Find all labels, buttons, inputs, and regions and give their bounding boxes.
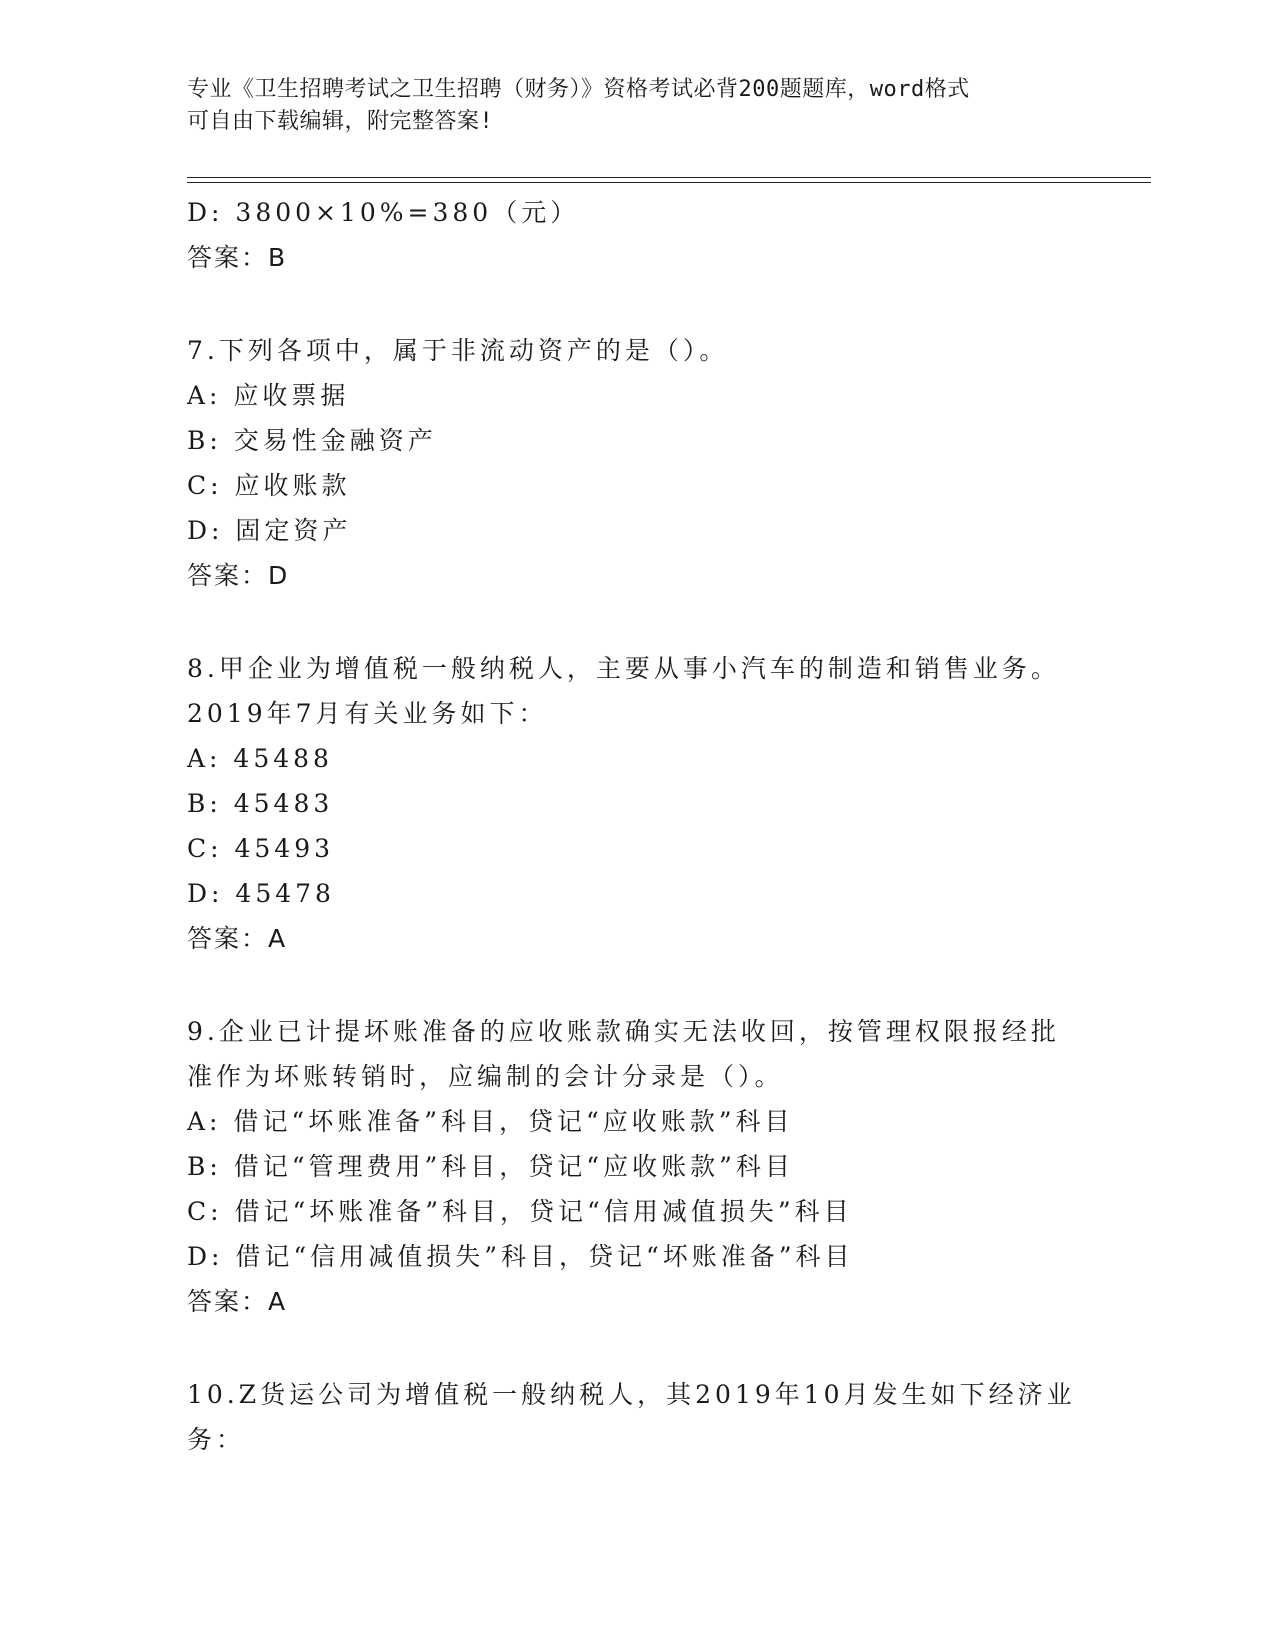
option-b: B: 借记“管理费用”科目，贷记“应收账款”科目: [187, 1152, 794, 1181]
question-stem-line-2: 务：: [187, 1425, 246, 1454]
question-stem-line-1: 8.甲企业为增值税一般纳税人，主要从事小汽车的制造和销售业务。: [187, 654, 1060, 683]
header-divider-top: [187, 177, 1151, 178]
document-header: [187, 74, 1067, 138]
option-c: C: 应收账款: [187, 471, 351, 500]
spacer: [187, 280, 1087, 328]
option-a: A: 应收票据: [187, 381, 350, 410]
option-d: D: 45478: [187, 879, 335, 908]
prev-answer: 答案：B: [187, 243, 288, 272]
answer: 答案：D: [187, 561, 290, 590]
prev-option-d: D: 3800×10%=380（元）: [187, 198, 580, 227]
question-8: [187, 646, 1087, 961]
question-stem-line-2: 2019年7月有关业务如下：: [187, 699, 548, 728]
spacer: [187, 961, 1087, 1009]
option-a: A: 45488: [187, 744, 333, 773]
option-c: C: 45493: [187, 834, 335, 863]
option-d: D: 借记“信用减值损失”科目，贷记“坏账准备”科目: [187, 1242, 854, 1271]
question-stem-line-2: 准作为坏账转销时，应编制的会计分录是（）。: [187, 1062, 784, 1091]
spacer: [187, 1324, 1087, 1372]
answer: 答案：A: [187, 924, 288, 953]
option-c: C: 借记“坏账准备”科目，贷记“信用减值损失”科目: [187, 1197, 853, 1226]
option-b: B: 45483: [187, 789, 334, 818]
header-line-2: 可自由下载编辑，附完整答案!: [187, 109, 494, 134]
question-content: [187, 190, 1087, 1462]
spacer: [187, 598, 1087, 646]
option-d: D: 固定资产: [187, 516, 352, 545]
question-7: [187, 328, 1087, 598]
option-a: A: 借记“坏账准备”科目，贷记“应收账款”科目: [187, 1107, 794, 1136]
question-9: [187, 1009, 1087, 1324]
option-b: B: 交易性金融资产: [187, 426, 437, 455]
answer: 答案：A: [187, 1287, 288, 1316]
header-line-1: 专业《卫生招聘考试之卫生招聘（财务）》资格考试必背200题题库，word格式: [187, 77, 970, 102]
question-stem-line-1: 9.企业已计提坏账准备的应收账款确实无法收回，按管理权限报经批: [187, 1017, 1060, 1046]
question-10: [187, 1372, 1087, 1462]
question-stem: 7.下列各项中，属于非流动资产的是（）。: [187, 336, 729, 365]
header-divider-bottom: [187, 182, 1151, 183]
question-stem-line-1: 10.Z货运公司为增值税一般纳税人，其2019年10月发生如下经济业: [187, 1380, 1076, 1409]
